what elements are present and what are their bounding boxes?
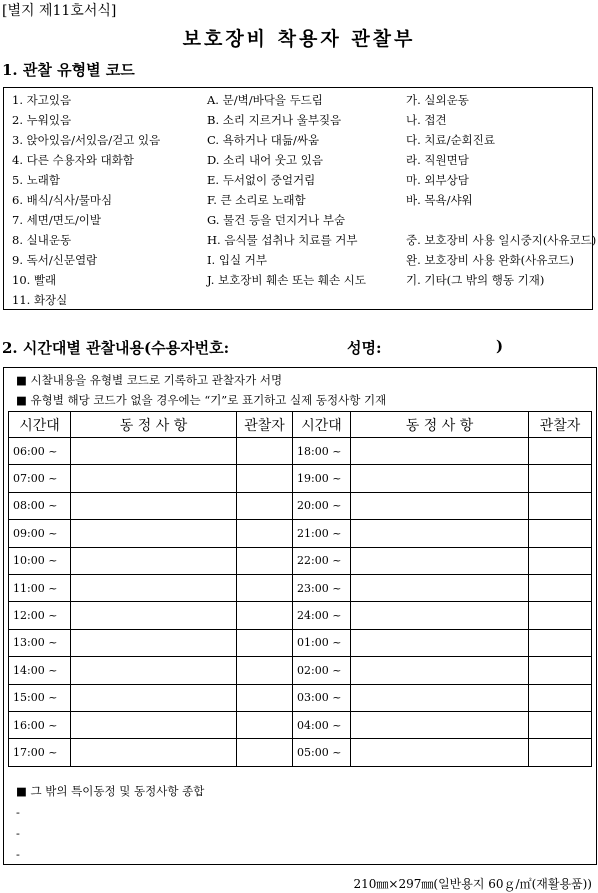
notes-line[interactable]: - [16, 847, 20, 861]
observer-cell-right[interactable] [529, 465, 592, 492]
activity-cell-right[interactable] [351, 574, 529, 601]
instruction-1: ■ 시찰내용을 유형별 코드로 기록하고 관찰자가 서명 [16, 373, 283, 387]
code-item: 10. 빨래 [12, 273, 57, 287]
time-cell-left: 13:00 ~ [9, 629, 71, 656]
time-cell-right: 03:00 ~ [293, 684, 351, 711]
observer-cell-left[interactable] [237, 629, 293, 656]
time-cell-left: 14:00 ~ [9, 657, 71, 684]
header-activity-left: 동 정 사 항 [71, 412, 237, 438]
table-row [9, 739, 592, 766]
activity-cell-right[interactable] [351, 602, 529, 629]
time-cell-right: 05:00 ~ [293, 739, 351, 766]
observer-cell-right[interactable] [529, 602, 592, 629]
table-row [9, 657, 592, 684]
code-item: C. 욕하거나 대듦/싸움 [207, 133, 320, 147]
activity-cell-left[interactable] [71, 657, 237, 684]
time-cell-right: 18:00 ~ [293, 438, 351, 465]
header-observer-left: 관찰자 [237, 412, 293, 438]
code-item [406, 210, 596, 230]
notes-line[interactable]: - [16, 805, 20, 819]
time-cell-right: 24:00 ~ [293, 602, 351, 629]
header-time-left: 시간대 [9, 412, 71, 438]
observer-cell-left[interactable] [237, 657, 293, 684]
activity-cell-right[interactable] [351, 547, 529, 574]
activity-cell-left[interactable] [71, 711, 237, 738]
form-label: [별지 제11호서식] [2, 3, 117, 19]
code-item: 나. 접견 [406, 113, 447, 127]
table-row [9, 465, 592, 492]
activity-cell-right[interactable] [351, 492, 529, 519]
activity-cell-right[interactable] [351, 739, 529, 766]
observer-cell-left[interactable] [237, 684, 293, 711]
section1-title: 1. 관찰 유형별 코드 [2, 61, 135, 79]
observer-cell-left[interactable] [237, 739, 293, 766]
table-row [9, 684, 592, 711]
observer-cell-left[interactable] [237, 547, 293, 574]
table-row [9, 602, 592, 629]
code-column-numeric [12, 90, 160, 310]
code-item: F. 큰 소리로 노래함 [207, 193, 306, 207]
time-cell-left: 15:00 ~ [9, 684, 71, 711]
observer-cell-right[interactable] [529, 438, 592, 465]
code-item: 4. 다른 수용자와 대화함 [12, 153, 134, 167]
time-cell-right: 19:00 ~ [293, 465, 351, 492]
time-cell-right: 23:00 ~ [293, 574, 351, 601]
code-item: 2. 누워있음 [12, 113, 72, 127]
section2-title [2, 337, 592, 358]
table-row [9, 547, 592, 574]
code-item: 기. 기타(그 밖의 행동 기재) [406, 273, 545, 287]
observer-cell-right[interactable] [529, 684, 592, 711]
code-item: 1. 자고있음 [12, 93, 72, 107]
time-cell-right: 02:00 ~ [293, 657, 351, 684]
code-item: G. 물건 등을 던지거나 부숨 [207, 213, 346, 227]
activity-cell-left[interactable] [71, 520, 237, 547]
page-title: 보호장비 착용자 관찰부 [182, 28, 416, 50]
time-cell-right: 04:00 ~ [293, 711, 351, 738]
activity-cell-right[interactable] [351, 711, 529, 738]
header-time-right: 시간대 [293, 412, 351, 438]
paper-spec: 210㎜×297㎜(일반용지 60ｇ/㎡(재활용품)) [353, 877, 592, 891]
observer-cell-left[interactable] [237, 492, 293, 519]
observer-cell-left[interactable] [237, 438, 293, 465]
time-cell-left: 17:00 ~ [9, 739, 71, 766]
time-cell-left: 11:00 ~ [9, 574, 71, 601]
observer-cell-left[interactable] [237, 602, 293, 629]
instruction-2: ■ 유형별 해당 코드가 없을 경우에는 “기”로 표기하고 실제 동정사항 기재 [16, 393, 387, 407]
table-row [9, 438, 592, 465]
activity-cell-left[interactable] [71, 629, 237, 656]
code-item: 가. 실외운동 [406, 93, 469, 107]
activity-cell-left[interactable] [71, 739, 237, 766]
observer-cell-left[interactable] [237, 711, 293, 738]
code-item: B. 소리 지르거나 울부짖음 [207, 113, 342, 127]
activity-cell-right[interactable] [351, 684, 529, 711]
time-cell-right: 22:00 ~ [293, 547, 351, 574]
close-paren: ) [496, 337, 504, 355]
activity-cell-right[interactable] [351, 520, 529, 547]
observer-cell-right[interactable] [529, 547, 592, 574]
header-observer-right: 관찰자 [529, 412, 592, 438]
code-item: 11. 화장실 [12, 293, 68, 307]
observation-table [8, 411, 592, 767]
activity-cell-left[interactable] [71, 602, 237, 629]
code-item: 마. 외부상담 [406, 173, 469, 187]
activity-cell-left[interactable] [71, 492, 237, 519]
code-item: I. 입실 거부 [207, 253, 267, 267]
time-cell-left: 09:00 ~ [9, 520, 71, 547]
observer-cell-right[interactable] [529, 739, 592, 766]
code-item: A. 문/벽/바닥을 두드림 [207, 93, 323, 107]
time-cell-left: 10:00 ~ [9, 547, 71, 574]
observer-cell-left[interactable] [237, 574, 293, 601]
activity-cell-left[interactable] [71, 547, 237, 574]
code-item: 3. 앉아있음/서있음/걷고 있음 [12, 133, 161, 147]
code-item: 5. 노래함 [12, 173, 60, 187]
activity-cell-right[interactable] [351, 438, 529, 465]
activity-cell-right[interactable] [351, 657, 529, 684]
code-item: D. 소리 내어 웃고 있음 [207, 153, 323, 167]
activity-cell-left[interactable] [71, 684, 237, 711]
table-row [9, 520, 592, 547]
time-cell-right: 20:00 ~ [293, 492, 351, 519]
code-item: J. 보호장비 훼손 또는 훼손 시도 [207, 273, 366, 287]
time-cell-left: 16:00 ~ [9, 711, 71, 738]
table-row [9, 492, 592, 519]
code-box [3, 87, 597, 310]
notes-section [16, 781, 204, 865]
name-label: 성명: [347, 339, 382, 357]
activity-cell-left[interactable] [71, 438, 237, 465]
observer-cell-right[interactable] [529, 520, 592, 547]
code-item: 바. 목욕/샤워 [406, 193, 473, 207]
code-item: 완. 보호장비 사용 완화(사유코드) [406, 253, 575, 267]
activity-cell-right[interactable] [351, 629, 529, 656]
observer-cell-right[interactable] [529, 657, 592, 684]
time-cell-right: 01:00 ~ [293, 629, 351, 656]
notes-line[interactable]: - [16, 826, 20, 840]
observer-cell-right[interactable] [529, 711, 592, 738]
time-cell-right: 21:00 ~ [293, 520, 351, 547]
section2-label: 2. 시간대별 관찰내용(수용자번호: [2, 339, 230, 357]
code-item: 라. 직원면담 [406, 153, 469, 167]
observer-cell-left[interactable] [237, 520, 293, 547]
activity-cell-left[interactable] [71, 574, 237, 601]
code-item: H. 음식물 섭취나 치료를 거부 [207, 233, 358, 247]
observer-cell-right[interactable] [529, 629, 592, 656]
time-cell-left: 06:00 ~ [9, 438, 71, 465]
code-item: 9. 독서/신문열람 [12, 253, 98, 267]
activity-cell-left[interactable] [71, 465, 237, 492]
time-cell-left: 12:00 ~ [9, 602, 71, 629]
observer-cell-right[interactable] [529, 574, 592, 601]
code-column-hangul [406, 90, 596, 290]
table-header-row [9, 412, 592, 438]
code-item: 6. 배식/식사/물마심 [12, 193, 113, 207]
observation-box [3, 367, 597, 865]
code-item: 중. 보호장비 사용 일시중지(사유코드) [406, 233, 597, 247]
table-row [9, 574, 592, 601]
activity-cell-right[interactable] [351, 465, 529, 492]
code-item: E. 두서없이 중얼거림 [207, 173, 316, 187]
time-cell-left: 07:00 ~ [9, 465, 71, 492]
table-row [9, 629, 592, 656]
notes-title: ■ 그 밖의 특이동정 및 동정사항 종합 [16, 784, 205, 798]
code-item: 7. 세면/면도/이발 [12, 213, 102, 227]
code-item: 8. 실내운동 [12, 233, 72, 247]
header-activity-right: 동 정 사 항 [351, 412, 529, 438]
observer-cell-right[interactable] [529, 492, 592, 519]
observer-cell-left[interactable] [237, 465, 293, 492]
time-cell-left: 08:00 ~ [9, 492, 71, 519]
table-row [9, 711, 592, 738]
code-column-alpha [207, 90, 366, 290]
code-item: 다. 치료/순회진료 [406, 133, 495, 147]
